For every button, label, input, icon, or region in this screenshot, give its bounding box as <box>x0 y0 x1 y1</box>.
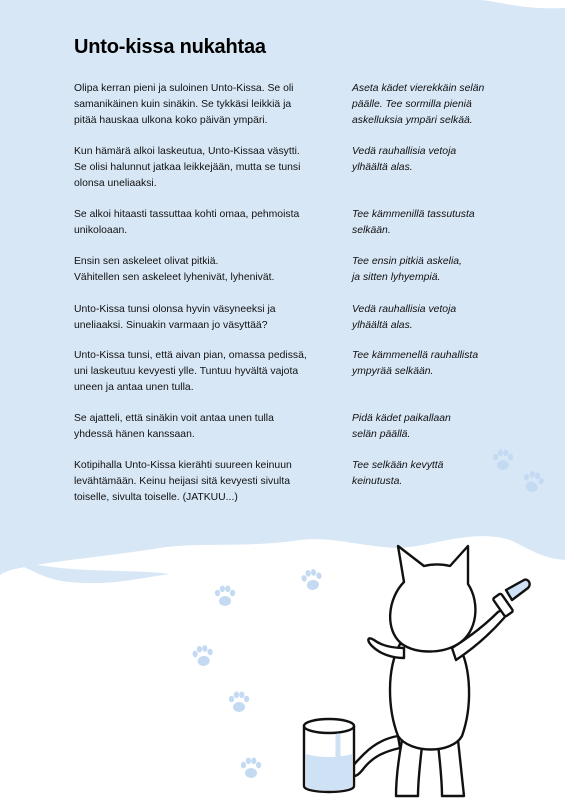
story-line: Se olisi halunnut jatkaa leikkejään, mutta se tunsi <box>74 162 301 173</box>
instruction-line: päälle. Tee sormilla pieniä <box>352 99 472 110</box>
cat-painting-illustration <box>292 540 542 800</box>
instruction-line: Tee ensin pitkiä askelia, <box>352 256 462 267</box>
instruction-line: askelluksia ympäri selkää. <box>352 115 473 126</box>
instruction-1 <box>352 81 542 129</box>
instruction-line: Aseta kädet vierekkäin selän <box>352 83 485 94</box>
instruction-4 <box>352 254 542 286</box>
story-line: unikoloaan. <box>74 225 128 236</box>
story-line: Kotipihalla Unto-Kissa kierähti suureen keinuun <box>74 460 292 471</box>
instruction-5 <box>352 302 542 334</box>
instruction-line: Vedä rauhallisia vetoja <box>352 304 457 315</box>
story-line: Olipa kerran pieni ja suloinen Unto-Kissa. Se oli <box>74 83 294 94</box>
instruction-line: ylhäältä alas. <box>352 320 413 331</box>
instruction-line: ja sitten lyhyempiä. <box>352 272 441 283</box>
story-line: uneen ja antaa unen tulla. <box>74 382 194 393</box>
story-line: olonsa uneliaaksi. <box>74 178 157 189</box>
instruction-2 <box>352 144 542 176</box>
instruction-8 <box>352 458 542 490</box>
story-line: Ensin sen askeleet olivat pitkiä. <box>74 256 219 267</box>
instruction-line: ylhäältä alas. <box>352 162 413 173</box>
instruction-6 <box>352 348 542 380</box>
instruction-3 <box>352 207 542 239</box>
story-paragraph-8 <box>74 458 344 506</box>
instruction-line: Tee selkään kevyttä <box>352 460 444 471</box>
story-line: toiselle, sivulta toiselle. (JATKUU...) <box>74 492 238 503</box>
story-line: Unto-Kissa tunsi, että aivan pian, omassa pedissä, <box>74 350 307 361</box>
page-title: Unto-kissa nukahtaa <box>74 36 266 58</box>
cat-head <box>390 546 475 652</box>
story-paragraph-6 <box>74 348 344 396</box>
instruction-line: keinutusta. <box>352 476 403 487</box>
story-line: Unto-Kissa tunsi olonsa hyvin väsyneeksi ja <box>74 304 276 315</box>
story-line: uneliaaksi. Sinuakin varmaan jo väsyttää? <box>74 320 268 331</box>
story-line: Se alkoi hitaasti tassuttaa kohti omaa, pehmoista <box>74 209 300 220</box>
story-line: Kun hämärä alkoi laskeutua, Unto-Kissaa väsytti. <box>74 146 300 157</box>
story-line: levähtämään. Keinu heijasi sitä kevyesti sivulta <box>74 476 291 487</box>
story-line: yhdessä hänen kanssaan. <box>74 429 195 440</box>
story-line: pitää hauskaa ulkona koko päivän ympäri. <box>74 115 268 126</box>
instruction-line: ympyrää selkään. <box>352 366 434 377</box>
instruction-7 <box>352 411 542 443</box>
story-paragraph-3 <box>74 207 344 239</box>
instruction-line: Pidä kädet paikallaan <box>352 413 451 424</box>
instruction-line: Vedä rauhallisia vetoja <box>352 146 457 157</box>
instruction-line: Tee kämmenillä tassutusta <box>352 209 475 220</box>
story-paragraph-5 <box>74 302 344 334</box>
story-paragraph-7 <box>74 411 344 443</box>
story-line: Se ajatteli, että sinäkin voit antaa unen tulla <box>74 413 274 424</box>
instruction-line: Tee kämmenellä rauhallista <box>352 350 479 361</box>
story-line: samanikäinen kuin sinäkin. Se tykkäsi leikkiä ja <box>74 99 292 110</box>
story-paragraph-1 <box>74 81 344 129</box>
cat-tail <box>350 736 400 776</box>
paint-can-icon <box>304 719 354 792</box>
instruction-line: selän päällä. <box>352 429 411 440</box>
story-paragraph-2 <box>74 144 344 192</box>
story-line: Vähitellen sen askeleet lyhenivät, lyhenivät. <box>74 272 275 283</box>
instruction-line: selkään. <box>352 225 391 236</box>
story-line: uni laskeutuu kevyesti ylle. Tuntuu hyvältä vajota <box>74 366 299 377</box>
story-paragraph-4 <box>74 254 344 286</box>
